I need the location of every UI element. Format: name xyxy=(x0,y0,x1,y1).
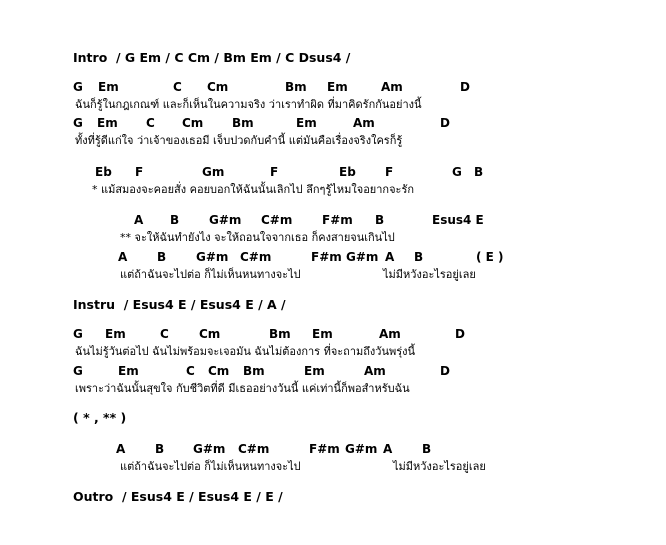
chord: B xyxy=(170,213,180,227)
chord: A xyxy=(383,442,393,456)
chord: C xyxy=(160,327,169,341)
chord: Cm xyxy=(199,327,221,341)
chord: C#m xyxy=(240,250,272,264)
chord: Em xyxy=(98,80,119,94)
chord: B xyxy=(375,213,385,227)
chord: Bm xyxy=(243,364,265,378)
chord: B xyxy=(157,250,167,264)
chord: B xyxy=(414,250,424,264)
chord: Cm xyxy=(207,80,229,94)
chord: D xyxy=(460,80,470,94)
chord: D xyxy=(440,364,450,378)
lyric-line: * แม้สมองจะคอยสั่ง คอยบอกให้ฉันนั้นเลิกไป ลึกๆรู้ไหมใจอยากจะรัก xyxy=(92,183,415,196)
chord: Bm xyxy=(269,327,291,341)
section-intro-heading: Intro / G Em / C Cm / Bm Em / C Dsus4 / xyxy=(73,50,351,65)
chord: Em xyxy=(304,364,325,378)
chord: Em xyxy=(327,80,348,94)
chord: Cm xyxy=(208,364,230,378)
chord: A xyxy=(134,213,144,227)
chord: C#m xyxy=(238,442,270,456)
lyric-line: แต่ถ้าฉันจะไปต่อ ก็ไม่เห็นหนทางจะไป xyxy=(120,268,301,281)
lyric-line: ไม่มีหวังอะไรอยู่เลย xyxy=(393,460,486,473)
chord: Gm xyxy=(202,165,225,179)
chord: Em xyxy=(105,327,126,341)
chord: D xyxy=(455,327,465,341)
chord: Em xyxy=(296,116,317,130)
chord: Am xyxy=(379,327,401,341)
lyric-line: ** จะให้ฉันทำยังไง จะให้ถอนใจจากเธอ ก็คงสายจนเกินไป xyxy=(120,231,395,244)
chord: F#m xyxy=(309,442,340,456)
chord: A xyxy=(385,250,395,264)
chord: Em xyxy=(97,116,118,130)
lyric-line: ทั้งที่รู้ดีแก่ใจ ว่าเจ้าของเธอมี เจ็บปวดกับคำนี้ แต่มันคือเรื่องจริงใครก็รู้ xyxy=(75,134,403,147)
chord: G#m xyxy=(196,250,229,264)
section-outro-heading: Outro / Esus4 E / Esus4 E / E / xyxy=(73,489,283,504)
chord: F#m xyxy=(322,213,353,227)
repeat-marker-heading: ( * , ** ) xyxy=(73,410,127,425)
chord: Cm xyxy=(182,116,204,130)
section-instru-heading: Instru / Esus4 E / Esus4 E / A / xyxy=(73,297,286,312)
chord: A xyxy=(118,250,128,264)
chord: G#m xyxy=(193,442,226,456)
lyric-line: แต่ถ้าฉันจะไปต่อ ก็ไม่เห็นหนทางจะไป xyxy=(120,460,301,473)
chord: G#m xyxy=(209,213,242,227)
chord: D xyxy=(440,116,450,130)
chord: Am xyxy=(381,80,403,94)
chord: Eb xyxy=(95,165,112,179)
chord: Am xyxy=(353,116,375,130)
chord: C xyxy=(173,80,182,94)
chord: F xyxy=(385,165,394,179)
chord: Eb xyxy=(339,165,356,179)
chord: B xyxy=(474,165,484,179)
lyric-line: ฉันไม่รู้วันต่อไป ฉันไม่พร้อมจะเจอมัน ฉันไม่ต้องการ ที่จะถามถึงวันพรุ่งนี้ xyxy=(75,345,416,358)
chord: Bm xyxy=(285,80,307,94)
lyric-line: ไม่มีหวังอะไรอยู่เลย xyxy=(383,268,476,281)
chord: G#m xyxy=(345,442,378,456)
lyric-line: เพราะว่าฉันนั้นสุขใจ กับชีวิตที่ดี มีเธออย่างวันนี้ แค่เท่านี้ก็พอสำหรับฉัน xyxy=(75,382,410,395)
chord: G xyxy=(452,165,462,179)
chord: G xyxy=(73,80,83,94)
chord: F xyxy=(135,165,144,179)
chord: A xyxy=(116,442,126,456)
chord: ( E ) xyxy=(476,250,504,264)
chord: B xyxy=(422,442,432,456)
chord: C xyxy=(146,116,155,130)
chord: G#m xyxy=(346,250,379,264)
lyric-line: ฉันก็รู้ในกฎเกณฑ์ และก็เห็นในความจริง ว่าเราทำผิด ที่มาคิดรักกันอย่างนี้ xyxy=(75,98,422,111)
chord: G xyxy=(73,327,83,341)
chord: Bm xyxy=(232,116,254,130)
chord: Em xyxy=(118,364,139,378)
chord: Em xyxy=(312,327,333,341)
chord: C xyxy=(186,364,195,378)
chord: B xyxy=(155,442,165,456)
chord: Am xyxy=(364,364,386,378)
chord: F#m xyxy=(311,250,342,264)
chord: F xyxy=(270,165,279,179)
chord: G xyxy=(73,116,83,130)
chord: Esus4 E xyxy=(432,213,484,227)
chord: G xyxy=(73,364,83,378)
chord: C#m xyxy=(261,213,293,227)
